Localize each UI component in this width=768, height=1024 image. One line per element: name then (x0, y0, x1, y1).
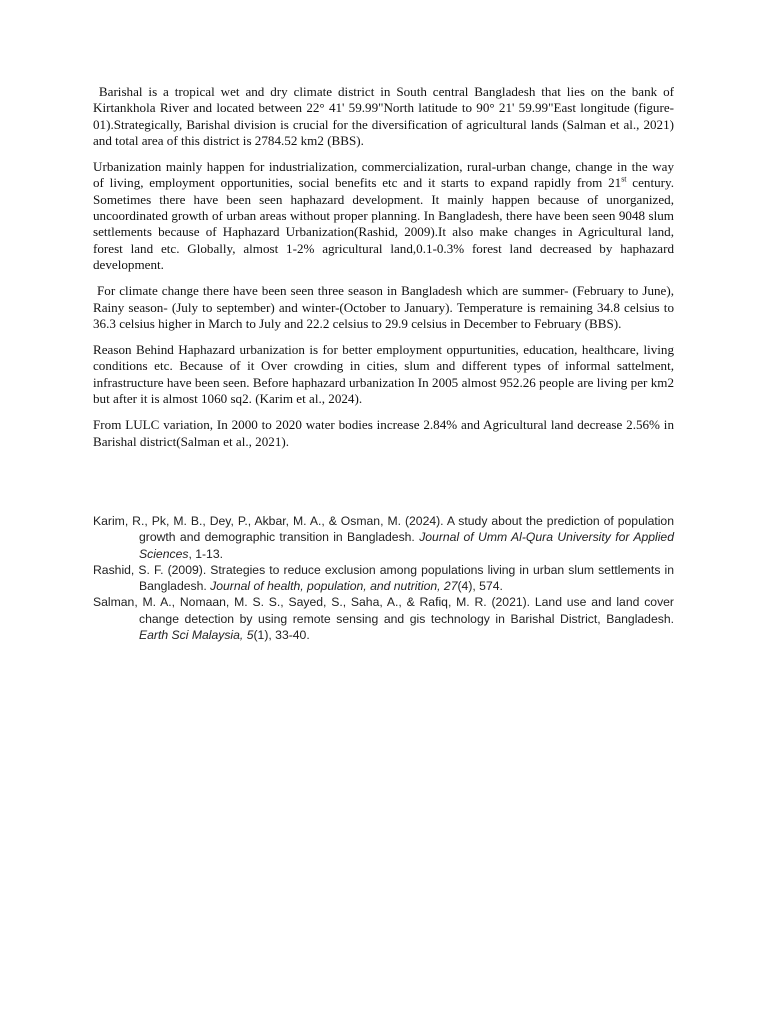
journal-volume: , 5 (239, 628, 254, 643)
paragraph-lulc (93, 417, 674, 450)
journal-title: Earth Sci Malaysia (139, 628, 240, 643)
paragraph-text: Reason Behind Haphazard urbanization is for better employment oppurtunities, education, healthcare, living conditions etc. Because of it Over crowding in cities, slum and different types of informal sattelment, infrastructure have been seen. Before haphazard urbanization In 2005 almost 952.26 people are living per km2 but after it is almost 1060 sq2. (Karim et al., 2024). (93, 342, 674, 407)
paragraph-text: Barishal is a tropical wet and dry climate district in South central Bangladesh that lies on the bank of Kirtankhola River and located between 22° 41' 59.99"North latitude to 90° 21' 59.99"East longitude (figure-01).Strategically, Barishal division is crucial for the diversification of agricultural lands (Salman et al., 2021) and total area of this district is 2784.52 km2 (BBS). (93, 84, 674, 148)
reference-item: Salman, M. A., Nomaan, M. S. S., Sayed, S., Saha, A., & Rafiq, M. R. (2021). Land use and land cover change detection by using remote sensing and gis technology in Barishal District, Bangladesh. Earth Sci Malaysia, 5(1), 33-40. (93, 595, 674, 643)
ordinal-superscript: st (621, 175, 627, 185)
reference-item: Rashid, S. F. (2009). Strategies to reduce exclusion among populations living in urban slum settlements in Bangladesh. Journal of health, population, and nutrition, 27(4), 574. (93, 562, 674, 594)
paragraph-text: For climate change there have been seen three season in Bangladesh which are summer- (February to June), Rainy season- (July to september) and winter-(October to January). Temperature is remaining 34.8 celsius to 36.3 celsius higher in March to July and 22.2 celsius to 29.9 celsius in December to February (BBS). (93, 283, 674, 331)
paragraph-climate (93, 283, 674, 332)
reference-item: Karim, R., Pk, M. B., Dey, P., Akbar, M. A., & Osman, M. (2024). A study about the prediction of population growth and demographic transition in Bangladesh. Journal of Umm Al-Qura University for Applied Sciences, 1-13. (93, 514, 674, 561)
paragraph-location (93, 84, 674, 149)
journal-title: Journal of health, population, and nutrition (210, 579, 438, 594)
paragraph-text: century. Sometimes there have been seen haphazard development. It mainly happen because of unorganized, uncoordinated growth of urban areas without proper planning. In Bangladesh, there have been seen 9048 slum settlements because of Haphazard Urbanization(Rashid, 2009).It also make changes in Agricultural land, forest land etc. Globally, almost 1-2% agricultural land,0.1-0.3% forest land decreased by haphazard development. (93, 175, 674, 272)
paragraph-reason (93, 342, 674, 407)
body-text (93, 84, 674, 460)
paragraph-text: Urbanization mainly happen for industrialization, commercialization, rural-urban change, change in the way of living, employment opportunities, social benefits etc and it starts to expand rapidly from 21 (93, 159, 674, 191)
journal-title: Journal of Umm Al-Qura University for Applied Sciences (139, 530, 674, 561)
paragraph-urbanization (93, 159, 674, 273)
paragraph-text: From LULC variation, In 2000 to 2020 water bodies increase 2.84% and Agricultural land decrease 2.56% in Barishal district(Salman et al., 2021). (93, 417, 674, 449)
reference-list (93, 513, 674, 643)
journal-volume: , 27 (437, 579, 458, 594)
